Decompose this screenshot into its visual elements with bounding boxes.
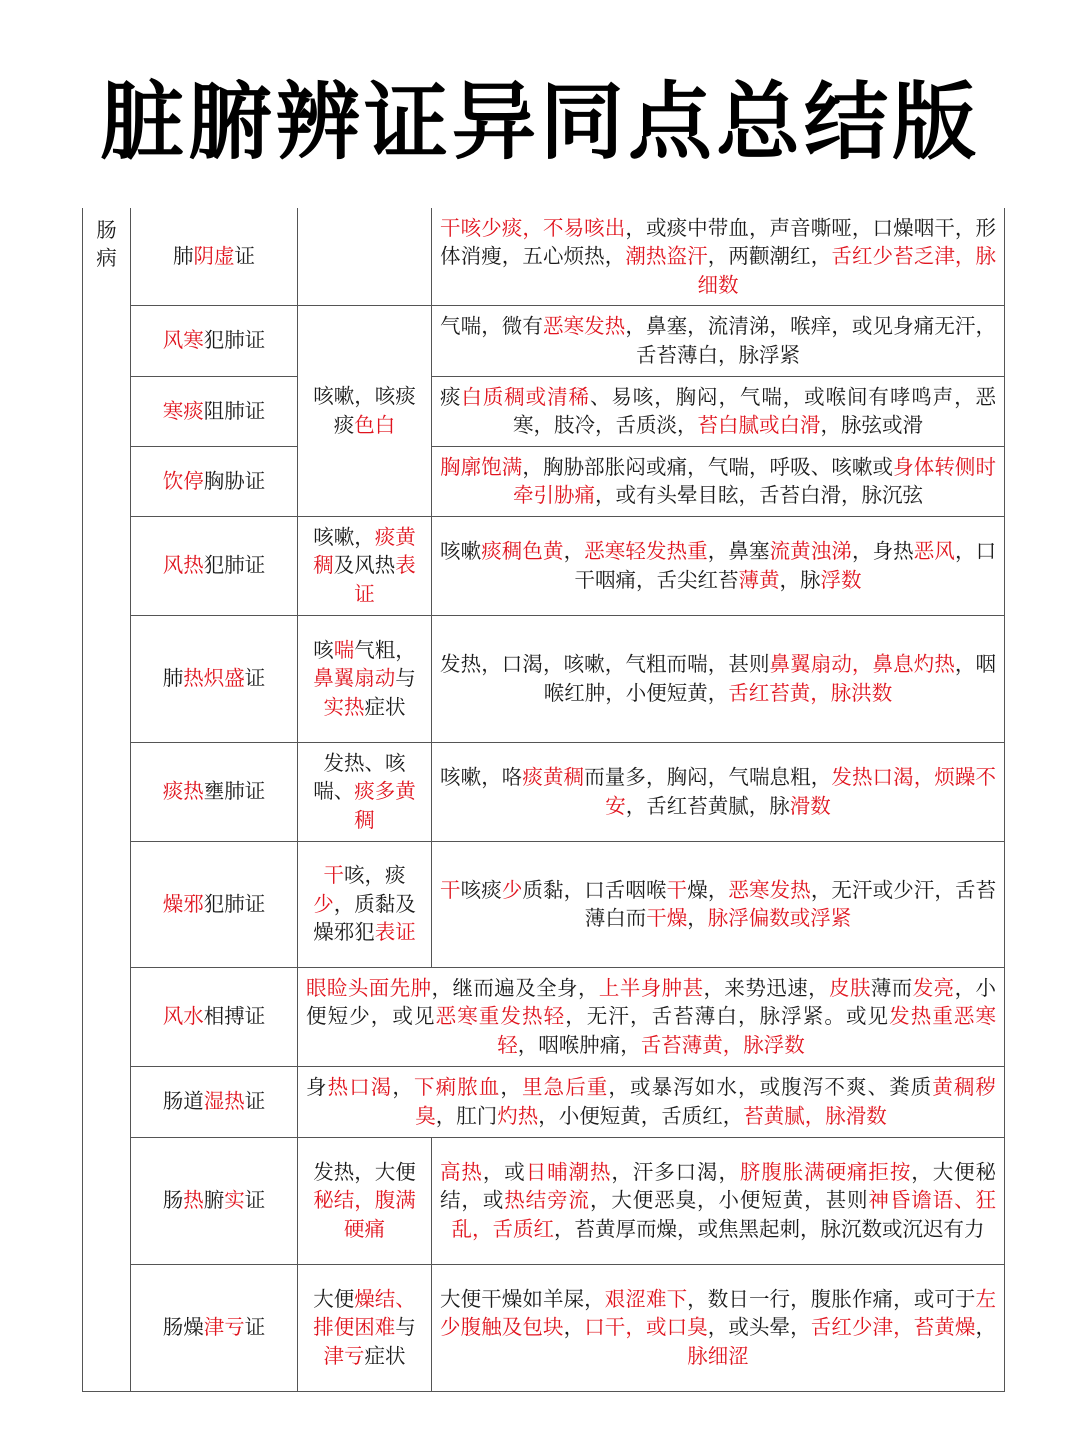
highlight-text: 左少腹触及包块 [440,1286,997,1340]
detail-symptoms [432,305,1005,376]
detail-symptoms [432,208,1005,305]
text-segment: 证 [244,1188,266,1213]
syndrome-name [131,742,298,841]
text-segment: ，质黏及燥邪犯 [313,891,416,945]
highlight-text: 流黄浊涕 [769,539,852,563]
detail-symptoms [432,446,1005,516]
syndrome-name [131,615,298,742]
highlight-text: 热 [183,1188,204,1213]
highlight-text: 风寒 [162,328,204,353]
highlight-text: 脉浮偏数或浮紧 [707,906,852,930]
highlight-text: 痰多黄稠 [354,779,416,832]
table-row [83,208,1005,305]
highlight-text: 发亮 [912,975,955,1000]
text-segment: 及风热 [333,553,396,578]
text-segment: 证 [244,1315,266,1340]
text-segment: 发热，口渴，咳嗽，气粗而喘，甚则 [440,652,770,676]
text-segment: 相搏证 [203,1004,266,1029]
text-segment: ，无汗或少汗，舌苔薄白而 [584,877,997,930]
text-segment: ，脉 [779,567,821,592]
highlight-text: 湿热 [203,1089,245,1114]
highlight-text: 热结旁流 [504,1188,590,1213]
text-segment: 发热、咳喘、 [313,750,406,804]
highlight-text: 高热 [440,1159,483,1184]
text-segment: ，身热 [851,539,914,563]
highlight-text: 干咳少痰，不易咳出 [440,215,626,240]
detail-symptoms [432,376,1005,446]
highlight-text: 表证 [374,920,416,945]
text-segment: 与 [395,666,416,691]
highlight-text: 干 [323,863,344,888]
highlight-text: 脉细涩 [687,1343,749,1368]
text-segment: 壅肺证 [203,779,266,804]
highlight-text: 秘结，腹满硬痛 [313,1188,416,1241]
page-title: 脏腑辨证异同点总结版 [99,73,980,171]
text-segment: 咳嗽， [313,524,375,549]
highlight-text: 里急后重 [522,1075,609,1099]
common-symptoms [298,615,432,742]
merged-symptoms [298,1066,1005,1137]
text-segment: 薄而 [870,975,913,1000]
highlight-text: 寒痰 [162,398,204,423]
text-segment: 胸胁证 [203,468,266,493]
highlight-text: 痰热 [162,779,204,804]
text-segment: ， [687,906,708,930]
highlight-text: 舌红少苔乏津，脉细数 [697,244,997,297]
syndrome-name [131,1137,298,1264]
text-segment: 肺 [162,666,184,691]
highlight-text: 神昏谵语、狂乱，舌质红 [451,1188,997,1241]
text-segment: ，或有头晕目眩，舌苔白滑，脉沉弦 [595,483,923,507]
highlight-text: 津亏 [323,1343,365,1368]
highlight-text: 少 [501,877,523,902]
highlight-text: 风热 [162,553,204,578]
highlight-text: 燥邪 [162,891,204,916]
text-segment: 症状 [364,1343,406,1368]
highlight-text: 口干，或口臭 [584,1315,708,1340]
detail-symptoms [432,1137,1005,1264]
text-segment: ，或 [482,1159,526,1184]
highlight-text: 恶寒发热 [728,877,811,902]
highlight-text: 白质稠或清稀 [461,384,590,409]
common-symptoms [298,1264,432,1391]
common-symptoms [298,841,432,967]
text-segment: 、易咳，胸闷，气喘，或喉间有哮鸣声，恶寒，肢冷，舌质淡， [513,384,997,437]
syndrome-name [131,208,298,305]
text-segment: ，小便短黄，舌质红， [538,1103,744,1128]
text-segment: 证 [244,666,266,691]
text-segment: ，肛门 [435,1103,498,1128]
highlight-text: 身体转侧时牵引胁痛 [513,454,997,507]
highlight-text: 鼻翼扇动，鼻息灼热 [769,652,955,676]
syndrome-name [131,446,298,516]
highlight-text: 热口渴 [327,1075,393,1099]
text-segment: 证 [234,244,255,268]
text-segment: ，或暴泻如水，或腹泻不爽、粪质 [608,1075,933,1099]
text-segment: ，两颧潮红， [707,244,832,268]
syndrome-name [131,376,298,446]
text-segment: ，脉弦或滑 [820,413,923,437]
merged-symptoms [298,967,1005,1066]
text-segment: 咳，痰 [344,863,406,888]
highlight-text: 下痢脓血 [414,1075,501,1099]
text-segment: ，鼻塞，流清涕，喉痒，或见身痛无汗，舌苔薄白，脉浮紧 [625,314,997,367]
category-cell: 肠病 [83,208,131,1391]
highlight-text: 滑数 [789,793,831,818]
text-segment: ， [500,1075,523,1099]
text-segment: 大便干燥如羊屎， [440,1286,605,1311]
syndrome-name [131,967,298,1066]
detail-symptoms [432,1264,1005,1391]
text-segment: 大便 [313,1286,355,1311]
text-segment: 肺 [173,244,194,268]
text-segment: ， [563,539,585,563]
highlight-text: 发热重恶寒轻 [497,1004,997,1057]
text-segment: ，鼻塞 [707,539,770,563]
text-segment: 犯肺证 [203,891,266,916]
highlight-text: 眼睑头面先肿 [306,975,432,1000]
text-segment: 痰 [440,384,462,409]
text-segment: 燥， [687,877,729,902]
highlight-text: 灼热 [497,1103,539,1128]
table-row [83,841,1005,967]
table-row [83,305,1005,376]
highlight-text: 干 [666,877,688,902]
text-segment: 肠燥 [162,1315,204,1340]
text-segment: 身 [306,1075,328,1099]
highlight-text: 舌苔薄黄，脉浮数 [640,1032,805,1057]
text-segment: 气喘，微有 [440,314,543,338]
highlight-text: 痰黄稠 [313,524,416,578]
text-segment: ，继而遍及全身， [431,975,599,1000]
highlight-text: 潮热盗汗 [625,244,708,268]
table-row [83,1137,1005,1264]
common-symptoms [298,1137,432,1264]
highlight-text: 干 [440,877,461,902]
text-segment: ， [563,1315,585,1340]
text-segment: 气粗， [354,637,416,662]
table-row [83,446,1005,516]
highlight-text: 苔白腻或白滑 [697,413,821,437]
text-segment: 犯肺证 [203,328,266,353]
text-segment: ，苔黄厚而燥，或焦黑起刺，脉沉数或沉迟有力 [554,1216,985,1241]
text-segment: ，口干咽痛，舌尖红苔 [574,539,997,592]
highlight-text: 风水 [162,1004,204,1029]
table-row [83,1066,1005,1137]
detail-symptoms [432,615,1005,742]
syndrome-name [131,305,298,376]
text-segment: 咳嗽，咳痰痰 [313,384,416,437]
highlight-text: 痰黄稠 [522,765,585,789]
highlight-text: 干燥 [646,906,688,930]
common-symptoms [298,208,432,305]
highlight-text: 发热口渴，烦躁不安 [605,765,997,818]
text-segment: ，数日一行，腹胀作痛，或可于 [687,1286,976,1311]
text-segment: ，咽喉肿痛， [517,1032,641,1057]
highlight-text: 阴虚 [193,244,235,268]
text-segment: ， [975,1315,997,1340]
highlight-text: 恶寒发热 [542,314,626,338]
table-row [83,516,1005,615]
text-segment: ，咽喉红肿，小便短黄， [543,652,997,705]
syndrome-table [82,208,1005,1392]
detail-symptoms [432,516,1005,615]
text-segment: ，汗多口渴， [611,1159,740,1184]
text-segment: 咳痰 [460,877,502,902]
highlight-text: 实 [224,1188,245,1213]
text-segment: 肠 [162,1188,184,1213]
highlight-text: 苔黄腻，脉滑数 [743,1103,887,1128]
table-row [83,615,1005,742]
highlight-text: 鼻翼扇动 [313,666,396,691]
syndrome-name [131,516,298,615]
highlight-text: 舌红苔黄，脉洪数 [728,680,893,705]
text-segment: ，来势迅速， [703,975,830,1000]
common-symptoms [298,305,432,516]
text-segment: 腑 [203,1188,225,1213]
highlight-text: 薄黄 [738,567,780,592]
highlight-text: 恶寒重发热轻 [435,1004,566,1029]
highlight-text: 饮停 [162,468,204,493]
detail-symptoms [432,742,1005,841]
text-segment: 咳嗽，咯 [440,765,523,789]
text-segment: ，或痰中带血，声音嘶哑，口燥咽干，形体消瘦，五心烦热， [440,215,997,268]
text-segment: 咳嗽 [440,539,482,563]
text-segment: ，无汗，舌苔薄白，脉浮紧。或见 [565,1004,890,1029]
text-segment: ，小便短少，或见 [306,975,996,1029]
highlight-text: 日晡潮热 [525,1159,612,1184]
highlight-text: 痰稠色黄 [481,539,564,563]
text-segment: 症状 [364,694,406,719]
highlight-text: 津亏 [203,1315,245,1340]
text-segment: 发热，大便 [313,1159,416,1184]
text-segment: ，舌红苔黄腻，脉 [625,793,790,818]
highlight-text: 恶寒轻发热重 [584,539,708,563]
highlight-text: 艰涩难下 [604,1286,688,1311]
syndrome-name [131,841,298,967]
table-row [83,967,1005,1066]
text-segment: 阻肺证 [203,398,266,423]
text-segment: 咳 [313,637,334,662]
highlight-text: 恶风 [913,539,955,563]
highlight-text: 胸廓饱满 [440,454,523,479]
highlight-text: 少 [313,891,334,916]
highlight-text: 浮数 [820,567,862,592]
common-symptoms [298,516,432,615]
highlight-text: 实热 [323,694,365,719]
text-segment: ，胸胁部胀闷或痛，气喘，呼吸、咳嗽或 [522,454,894,479]
syndrome-name [131,1264,298,1391]
highlight-text: 色白 [354,412,396,437]
table-row [83,742,1005,841]
text-segment: ，大便秘结，或 [440,1159,997,1213]
highlight-text: 脐腹胀满硬痛拒按 [739,1159,912,1184]
text-segment: 质黏，口舌咽喉 [522,877,667,902]
highlight-text: 燥结、排便困难 [313,1286,416,1340]
highlight-text: 舌红少津，苔黄燥 [810,1315,976,1340]
highlight-text: 喘 [333,637,355,662]
text-segment: 肠道 [162,1089,204,1114]
text-segment: 犯肺证 [203,553,266,578]
highlight-text: 表证 [354,553,416,606]
text-segment: 而量多，胸闷，气喘息粗， [584,765,832,789]
highlight-text: 上半身肿甚 [598,975,704,1000]
syndrome-name [131,1066,298,1137]
text-segment: 证 [244,1089,266,1114]
highlight-text: 热炽盛 [183,666,245,691]
detail-symptoms [432,841,1005,967]
common-symptoms [298,742,432,841]
text-segment: ， [392,1075,415,1099]
table-row [83,376,1005,446]
highlight-text: 皮肤 [829,975,871,1000]
text-segment: 与 [395,1315,416,1340]
table-row [83,1264,1005,1391]
text-segment: ，大便恶臭，小便短黄，甚则 [589,1188,869,1213]
highlight-text: 黄稠秽臭 [415,1075,997,1128]
text-segment: ，或头晕， [707,1315,811,1340]
